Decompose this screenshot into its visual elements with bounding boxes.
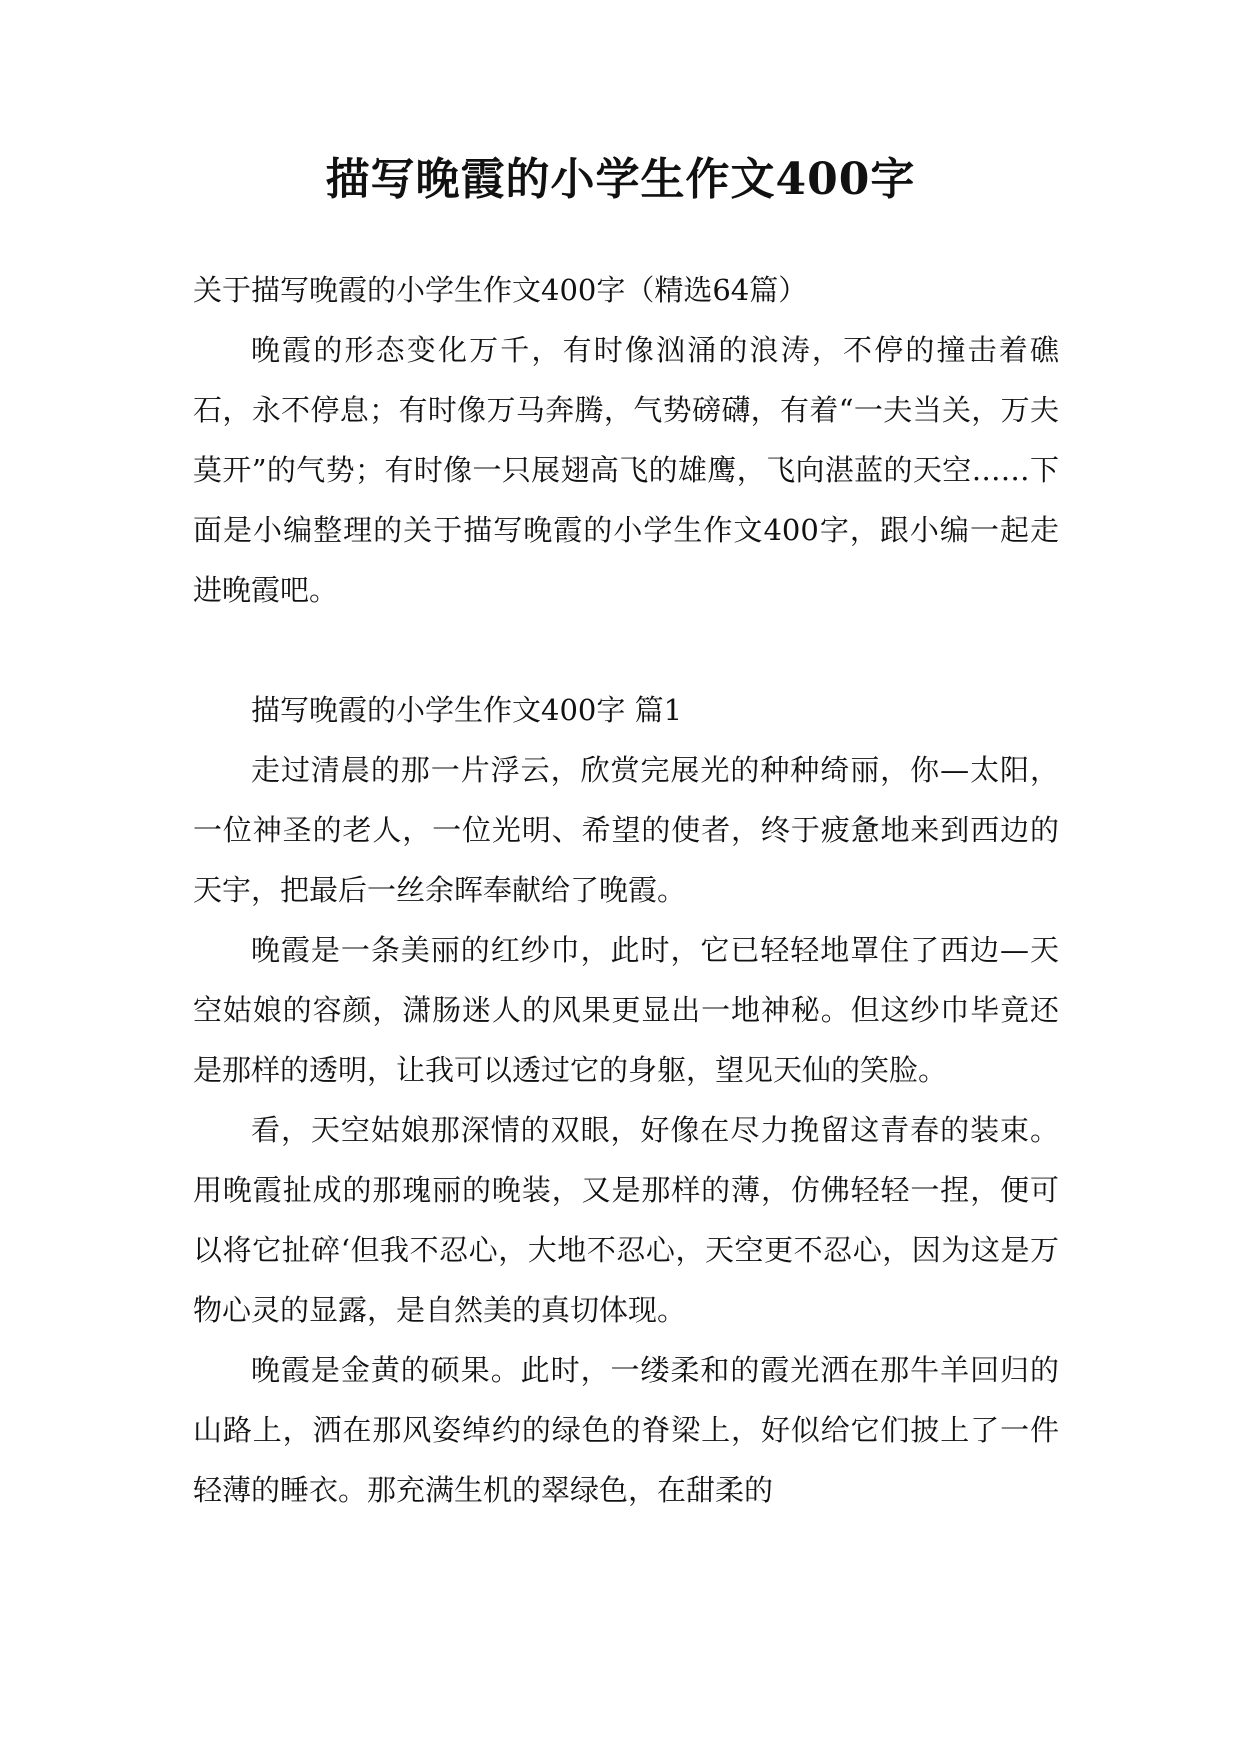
paragraph-2: 晚霞是一条美丽的红纱巾，此时，它已轻轻地罩住了西边—天空姑娘的容颜，潇肠迷人的风果更显出一地神秘。但这纱巾毕竟还是那样的透明，让我可以透过它的身躯，望见天仙的笑脸。 <box>193 933 1059 1087</box>
paragraph-4: 晚霞是金黄的硕果。此时，一缕柔和的霞光洒在那牛羊回归的山路上，洒在那风姿绰约的绿色的脊梁上，好似给它们披上了一件轻薄的睡衣。那充满生机的翠绿色，在甜柔的 <box>193 1353 1059 1507</box>
intro-paragraph: 晚霞的形态变化万千，有时像汹涌的浪涛，不停的撞击着礁石，永不停息；有时像万马奔腾，气势磅礴，有着“一夫当关，万夫莫开”的气势；有时像一只展翅高飞的雄鹰，飞向湛蓝的天空……下面是小编整理的关于描写晚霞的小学生作文400字，跟小编一起走进晚霞吧。 <box>193 333 1059 607</box>
document-body <box>193 260 1059 1520</box>
paragraph-1: 走过清晨的那一片浮云，欣赏完展光的种种绮丽，你—太阳，一位神圣的老人，一位光明、希望的使者，终于疲惫地来到西边的天宇，把最后一丝余晖奉献给了晚霞。 <box>193 753 1059 907</box>
document-title: 描写晚霞的小学生作文400字 <box>325 154 916 205</box>
paragraph-3: 看，天空姑娘那深情的双眼，好像在尽力挽留这青春的装束。用晚霞扯成的那瑰丽的晚装，又是那样的薄，仿佛轻轻一捏，便可以将它扯碎‘但我不忍心，大地不忍心，天空更不忍心，因为这是万物心灵的显露，是自然美的真切体现。 <box>193 1113 1059 1327</box>
document-subtitle: 关于描写晚霞的小学生作文400字（精选64篇） <box>193 273 808 307</box>
section-heading: 描写晚霞的小学生作文400字 篇1 <box>251 693 683 727</box>
